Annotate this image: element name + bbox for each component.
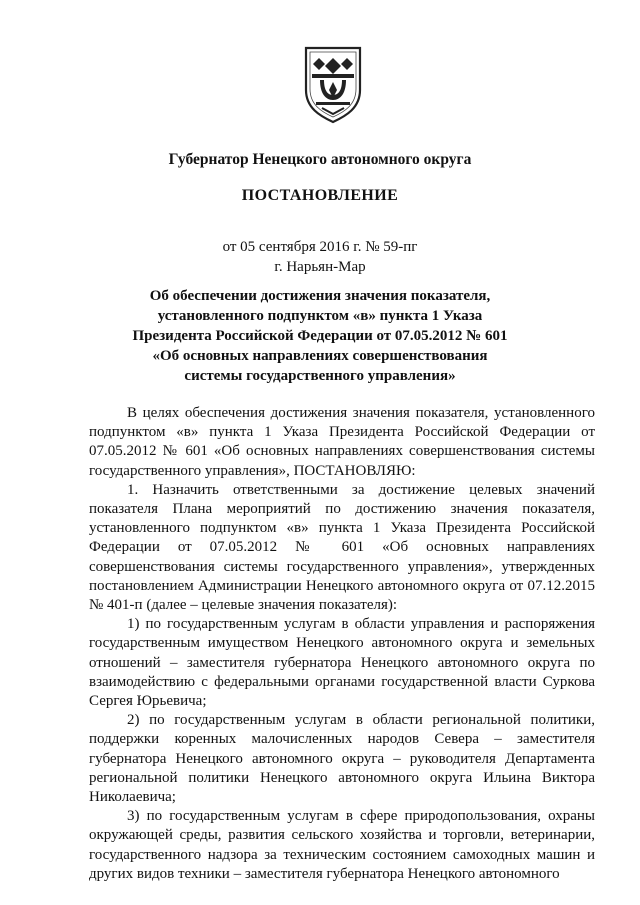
emblem-shield-icon: [302, 44, 364, 124]
coat-of-arms-icon: [302, 44, 364, 124]
document-body: [89, 404, 595, 884]
issuer-title: Губернатор Ненецкого автономного округа: [168, 151, 472, 168]
date-number: от 05 сентября 2016 г. № 59-пг: [222, 239, 418, 255]
paragraph-subitem-3: 3) по государственным услугам в сфере природопользования, охраны окружающей среды, развития сельского хозяйства и торговли, ветеринарии, государственного надзора за техническим состоянием самоходных машин и других видов техники – заместителя губернатора Ненецкого автономного: [89, 808, 595, 882]
paragraph-preamble: В целях обеспечения достижения значения показателя, установленного подпунктом «в» пункта 1 Указа Президента Российской Федерации от 07.05.2012 № 601 «Об основных направлениях совершенствования системы государственного управления», ПОСТАНОВЛЯЮ:: [89, 405, 595, 479]
place: г. Нарьян-Мар: [274, 259, 366, 275]
title-line: «Об основных направлениях совершенствования: [152, 348, 488, 364]
date-and-place: [0, 237, 640, 277]
title-line: установленного подпунктом «в» пункта 1 Указа: [157, 308, 483, 324]
paragraph-subitem-2: 2) по государственным услугам в области региональной политики, поддержки коренных малочисленных народов Севера – заместителя губернатора Ненецкого автономного округа – руководителя Департамента региональной политики Ненецкого автономного округа Ильина Виктора Николаевича;: [89, 712, 595, 806]
paragraph-item-1: 1. Назначить ответственными за достижение целевых значений показателя Плана мероприятий по достижению значения показателя, установленного подпунктом «в» пункта 1 Указа Президента Российской Федерации от 07.05.2012 № 601 «Об основных направлениях совершенствования системы государственного управления», утвержденных постановлением Администрации Ненецкого автономного округа от 07.12.2015 № 401-п (далее – целевые значения показателя):: [89, 481, 595, 614]
title-line: Президента Российской Федерации от 07.05.2012 № 601: [132, 328, 508, 344]
paragraph-subitem-1: 1) по государственным услугам в области управления и распоряжения государственным имуществом Ненецкого автономного округа и земельных отношений – заместителя губернатора Ненецкого автономного округа по взаимодействию с федеральными органами государственной власти Суркова Сергея Юрьевича;: [89, 616, 595, 710]
document-type: ПОСТАНОВЛЕНИЕ: [241, 187, 399, 204]
title-line: системы государственного управления»: [184, 368, 456, 384]
document-title: [0, 286, 640, 386]
title-line: Об обеспечении достижения значения показателя,: [149, 288, 491, 304]
